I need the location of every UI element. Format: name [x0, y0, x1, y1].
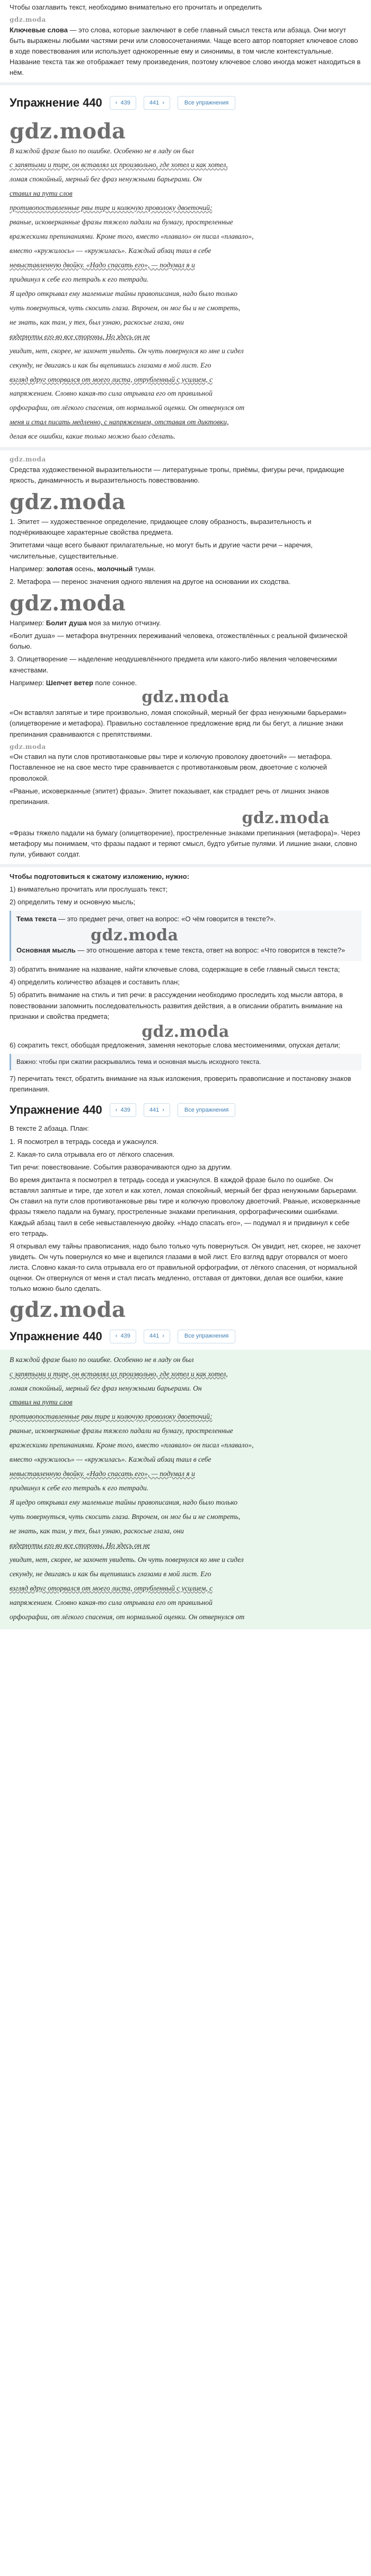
- next-label: 441: [149, 1333, 160, 1340]
- plan-step: 4) определить количество абзацев и составить план;: [10, 978, 180, 986]
- prev-exercise-button[interactable]: [110, 96, 136, 110]
- keywords-term: Ключевые слова: [10, 25, 68, 34]
- epithet-example: [10, 564, 361, 574]
- answer-line: В тексте 2 абзаца. План:: [10, 1124, 89, 1133]
- example-bold: Болит душа: [46, 618, 87, 627]
- watermark: gdz.moda: [242, 809, 330, 827]
- theory-block: [10, 455, 361, 860]
- next-exercise-button[interactable]: [144, 96, 170, 110]
- exercise-line: ставил на пути слов: [10, 189, 73, 198]
- exercise-line: вместо «кружилось» — «кружилась». Каждый абзац таил в себе: [10, 1455, 211, 1464]
- answer-line: 1. Я посмотрел в тетрадь соседа и ужаснулся.: [10, 1137, 158, 1146]
- chevron-right-icon: ›: [162, 1106, 164, 1113]
- divider: [0, 447, 371, 450]
- next-label: 441: [149, 99, 160, 106]
- plan-step: 6) сократить текст, обобщая предложения, заменяя некоторые слова местоимениями, опуская детали;: [10, 1041, 340, 1050]
- exercise-header: [10, 1323, 361, 1350]
- exercise-line: вместо «кружилось» — «кружилась». Каждый абзац таил в себе: [10, 247, 211, 255]
- plan-step: 7) перечитать текст, обратить внимание на язык изложения, проверить правописание и постановку знаков препинания.: [10, 1075, 351, 1094]
- plan-title: Чтобы подготовиться к сжатому изложению, нужно:: [10, 872, 190, 880]
- watermark: gdz.moda: [142, 687, 229, 706]
- theme-term: Тема текста: [16, 915, 57, 923]
- example-label: Например:: [10, 564, 46, 573]
- metaphor-definition: 2. Метафора — перенос значения одного явления на другое на основании их сходства.: [10, 577, 291, 586]
- chevron-left-icon: ‹: [115, 1333, 118, 1340]
- exercise-line: взгляд вдруг оторвался от моего листа, отрубленный с усилием, с: [10, 1584, 213, 1592]
- exercise-title: Упражнение 440: [10, 1329, 102, 1343]
- exercise-line: увидит, нет, скорее, не захочет увидеть. Он чуть повернулся ко мне и сидел: [10, 1555, 244, 1564]
- exercise-line: орфографии, от лёгкого спасения, от нормальной оценки. Он отвернулся от: [10, 404, 245, 412]
- exercise-header: [10, 90, 361, 116]
- epithet-definition: 1. Эпитет — художественное определение, придающее слову образность, выразительность и подчёркивающее характерные свойства предмета.: [10, 518, 312, 537]
- exercise-line: не знать, как там, у тех, был узнаю, раскосые глаза, они: [10, 1526, 184, 1535]
- example-label: Например:: [10, 618, 46, 627]
- example-text: осень,: [73, 564, 98, 573]
- exercise-line: В каждой фразе было по ошибке. Особенно не в ладу он был: [10, 146, 194, 155]
- metaphor-note: «Болит душа» — метафора внутренних переживаний человека, отожествлённых с реальной физической болью.: [10, 632, 348, 651]
- watermark: gdz.moda: [10, 118, 126, 144]
- exercise-line: придвинул к себе его тетрадь к его тетради.: [10, 1484, 149, 1492]
- exercise-line: напряжением. Словно какая-то сила отрывала его от правильной: [10, 1598, 213, 1606]
- watermark: gdz.moda: [142, 1022, 229, 1041]
- exercise-line: противопоставленные рвы тире и колючую проволоку двоеточий;: [10, 1412, 213, 1421]
- next-label: 441: [149, 1106, 160, 1113]
- chevron-left-icon: ‹: [115, 99, 118, 106]
- all-exercises-button[interactable]: Все упражнения: [178, 1103, 235, 1117]
- exercise-line: увидит, нет, скорее, не захочет увидеть. Он чуть повернулся ко мне и сидел: [10, 346, 244, 355]
- exercise-line: Я щедро открывал ему маленькие тайны правописания, надо было только: [10, 289, 238, 298]
- example-bold: золотая: [46, 564, 73, 573]
- example-bold: молочный: [97, 564, 133, 573]
- chevron-left-icon: ‹: [115, 1106, 118, 1113]
- intro-text: Чтобы озаглавить текст, необходимо внимательно его прочитать и определить: [10, 3, 262, 11]
- divider: [0, 82, 371, 85]
- exercise-line: секунду, не двигаясь и как бы вцепившись глазами в мой лист. Его: [10, 1569, 211, 1578]
- theme-definition: [16, 914, 356, 924]
- exercise-line: чуть повернуться, чуть скосить глаза. Впрочем, он мог бы и не смотреть,: [10, 1512, 241, 1521]
- example-bold: Шепчет ветер: [46, 678, 93, 687]
- watermark: gdz.moda: [10, 16, 46, 24]
- exercise-line: меня и стал писать медленно, с напряжением, отставая от диктовки,: [10, 418, 229, 426]
- answer-line: Тип речи: повествование. События разворачиваются одно за другим.: [10, 1163, 232, 1171]
- prev-exercise-button[interactable]: [110, 1330, 136, 1343]
- exercise-line: чуть повернуться, чуть скосить глаза. Впрочем, он мог бы и не смотреть,: [10, 303, 241, 312]
- exercise-line: Я щедро открывал ему маленькие тайны правописания, надо было только: [10, 1498, 238, 1507]
- analysis-1: «Он вставлял запятые и тире произвольно, ломая спокойный, мерный бег фраз ненужными барьерами» (олицетворение и метафора). Правильно составленное предложение вряд ли бы бегут, а лишние знаки препинания сравниваются с препятствиями.: [10, 709, 347, 738]
- idea-term: Основная мысль: [16, 946, 76, 954]
- exercise-line: невыставленную двойку. «Надо спасать его», — подумал я и: [10, 261, 195, 269]
- example-label: Например:: [10, 678, 46, 687]
- answer-block: [10, 1123, 361, 1326]
- intro-block: [10, 0, 361, 78]
- devices-definition: Средства художественной выразительности — литературные тропы, приёмы, фигуры речи, придающие яркость, динамичность и выразительность повествованию.: [10, 465, 344, 484]
- idea-text: — это отношение автора к теме текста, ответ на вопрос: «Что говорится в тексте?»: [75, 946, 346, 954]
- epithet-note: Эпитетами чаще всего бывают прилагательные, но могут быть и другие части речи – наречия, числительные, существительные.: [10, 541, 313, 560]
- exercise-line: ломая спокойный, мерный бег фраз ненужными барьерами. Он: [10, 175, 202, 184]
- theme-text: — это предмет речи, ответ на вопрос: «О чём говорится в тексте?».: [56, 915, 276, 923]
- important-note: Важно: чтобы при сжатии раскрывались тема и основная мысль исходного текста.: [10, 1054, 361, 1070]
- exercise-line: секунду, не двигаясь и как бы вцепившись глазами в мой лист. Его: [10, 361, 211, 369]
- all-exercises-button[interactable]: Все упражнения: [178, 1330, 235, 1343]
- exercise-header: [10, 1097, 361, 1123]
- exercise-title: Упражнение 440: [10, 96, 102, 110]
- exercise-text: [10, 113, 361, 443]
- exercise-line: рваные, исковерканные фразы тяжело падали на бумагу, простреленные: [10, 218, 233, 226]
- exercise-line: взгляд вдруг оторвался от моего листа, отрубленный с усилием, с: [10, 375, 213, 383]
- watermark: gdz.moda: [10, 490, 126, 515]
- answer-line: 2. Какая-то сила отрывала его от лёгкого спасения.: [10, 1150, 175, 1158]
- prev-label: 439: [120, 1333, 130, 1340]
- exercise-line: ставил на пути слов: [10, 1398, 73, 1407]
- example-text: моя за милую отчизну.: [86, 618, 161, 627]
- analysis-3: «Рваные, исковерканные (эпитет) фразы». Эпитет показывает, как страдает речь от лишних знаков препинания.: [10, 787, 329, 806]
- watermark: gdz.moda: [10, 1297, 126, 1322]
- exercise-title: Упражнение 440: [10, 1103, 102, 1117]
- exercise-line: противопоставленные рвы тире и колючую проволоку двоеточий;: [10, 204, 213, 212]
- exercise-line: не знать, как там, у тех, был узнаю, раскосые глаза, они: [10, 318, 184, 326]
- prev-label: 439: [120, 99, 130, 106]
- exercise-line: вздернуты его во все стороны. Но здесь он не: [10, 332, 150, 340]
- plan-step: 2) определить тему и основную мысль;: [10, 898, 136, 906]
- exercise-line: орфографии, от лёгкого спасения, от нормальной оценки. Он отвернулся от: [10, 1612, 245, 1621]
- prev-exercise-button[interactable]: [110, 1103, 136, 1117]
- exercise-line: В каждой фразе было по ошибке. Особенно не в ладу он был: [10, 1355, 194, 1364]
- personification-definition: 3. Олицетворение — наделение неодушевлённого предмета или какого-либо явления человеческими качествами.: [10, 655, 337, 674]
- answer-paragraph: Во время диктанта я посмотрел в тетрадь соседа и ужаснулся. В каждой фразе было по ошибке. Он вставлял запятые и тире, где хотел и как хотел, ломая спокойный, мерный бег фраз ненужными барьерами. Он ставил на пути слов противотанковые рвы тире и колючую проволоку двоеточий. Рваные, исковерканные фразы тяжело падали на бумагу, простреленные знаками препинания, орфографическими ошибками. Каждый абзац таил в себе невыставленную двойку. «Надо спасать его», — подумал я и придвинул к себе его тетрадь.: [10, 1176, 360, 1237]
- exercise-line: ломая спокойный, мерный бег фраз ненужными барьерами. Он: [10, 1384, 202, 1392]
- exercise-line: делая все ошибки, какие только можно было сделать.: [10, 432, 175, 441]
- next-exercise-button[interactable]: [144, 1330, 170, 1343]
- prev-label: 439: [120, 1106, 130, 1113]
- exercise-line: вражескими препинаниями. Кроме того, вместо «плавало» он писал «плавало»,: [10, 1441, 254, 1449]
- exercise-text-highlighted: [0, 1350, 371, 1630]
- plan-step: 5) обратить внимание на стиль и тип речи: в рассуждении необходимо проследить ход мысли автора, в повествовании запомнить последовательность развития действия, а в описании обратить внимание на признаки и свойства предмета;: [10, 991, 343, 1020]
- plan-step: 1) внимательно прочитать или прослушать текст;: [10, 885, 168, 894]
- analysis-4: «Фразы тяжело падали на бумагу (олицетворение), простреленные знаками препинания (метафора)». Через метафору мы понимаем, что фразы падают и теряют смысл, будто убитые пулями. И лишние знаки, словно пули, убивают солдат.: [10, 828, 360, 858]
- divider: [0, 864, 371, 867]
- plan-block: [10, 871, 361, 1095]
- example-text: поле сонное.: [93, 678, 137, 687]
- exercise-line: невыставленную двойку. «Надо спасать его», — подумал я и: [10, 1470, 195, 1478]
- plan-step: 3) обратить внимание на название, найти ключевые слова, содержащие в себе главный смысл текста;: [10, 965, 340, 974]
- chevron-right-icon: ›: [162, 1333, 164, 1340]
- example-text: туман.: [132, 564, 156, 573]
- keywords-definition: [10, 25, 361, 78]
- next-exercise-button[interactable]: [144, 1103, 170, 1117]
- exercise-line: вздернуты его во все стороны. Но здесь он не: [10, 1541, 150, 1549]
- exercise-line: придвинул к себе его тетрадь к его тетради.: [10, 275, 149, 283]
- exercise-line: напряжением. Словно какая-то сила отрывала его от правильной: [10, 389, 213, 398]
- watermark: gdz.moda: [10, 590, 126, 616]
- watermark: gdz.moda: [10, 456, 46, 464]
- analysis-2: «Он ставил на пути слов противотанковые рвы тире и колючую проволоку двоеточий» — метафора. Поставленное не на свое место тире сравнивается с противотанковым рвом, двоеточие с колючей проволокой.: [10, 753, 332, 782]
- exercise-line: с запятыми и тире, он вставлял их произвольно, где хотел и как хотел,: [10, 161, 228, 169]
- theme-box: [10, 911, 361, 961]
- answer-paragraph: Я открывал ему тайны правописания, надо было только чуть повернуться. Он увидит, нет, скорее, не захочет увидеть. Он чуть повернулся ко мне и вцепился глазами в мой лист. Его взгляд вдруг оторвался от моего листа. Словно какая-то сила отрывала его от правильной орфографии, от лёгкого спасения, от нормальной оценки. Он отвернулся от меня и стал писать медленно, отставая от диктовки, делая все ошибки, какие только можно было сделать.: [10, 1242, 361, 1293]
- all-exercises-button[interactable]: Все упражнения: [178, 96, 235, 110]
- watermark: gdz.moda: [91, 926, 179, 945]
- exercise-line: с запятыми и тире, он вставлял их произвольно, где хотел и как хотел,: [10, 1369, 228, 1378]
- exercise-line: вражескими препинаниями. Кроме того, вместо «плавало» он писал «плавало»,: [10, 232, 254, 241]
- exercise-line: рваные, исковерканные фразы тяжело падали на бумагу, простреленные: [10, 1427, 233, 1435]
- watermark: gdz.moda: [10, 743, 46, 750]
- chevron-right-icon: ›: [162, 99, 164, 106]
- keywords-text: — это слова, которые заключают в себе главный смысл текста или абзаца. Они могут быть выражены любыми частями речи или словосочетаниями. Чаще всего автор повторяет ключевое слово в ходе повествования или использует однокоренные ему и синонимы, в том числе контекстуальные. Название текста так же отображает тему произведения, поэтому ключевое слово иногда может находиться в нём.: [10, 25, 361, 77]
